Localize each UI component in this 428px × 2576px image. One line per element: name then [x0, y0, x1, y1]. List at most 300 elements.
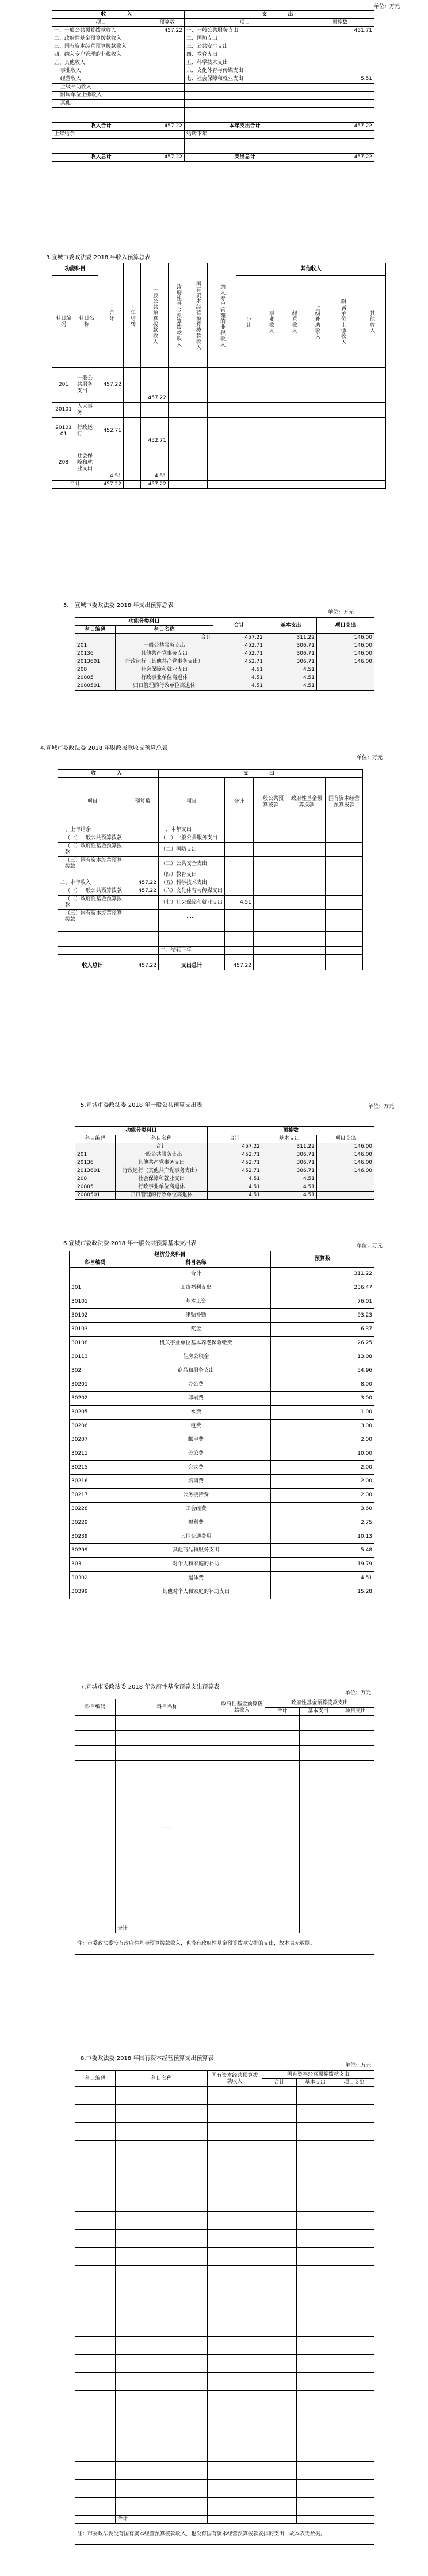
table-cell	[52, 108, 150, 115]
table-cell: 452.71	[208, 1167, 262, 1175]
table-cell: 工会经费	[121, 1503, 271, 1516]
table-cell: 208	[75, 1175, 116, 1183]
table-cell: 合计	[121, 1268, 271, 1281]
table-cell: 201	[52, 368, 75, 403]
col-header: 科目名称	[116, 1135, 208, 1143]
table-cell: 一、一般公共服务支出	[185, 27, 305, 35]
table-cell	[116, 2355, 208, 2373]
table-cell: 2.00	[271, 1433, 375, 1447]
col-header: 一般公共预算拨款收入	[152, 286, 158, 344]
col-header: 政府性基金预算拨款支出	[265, 1699, 375, 1708]
col-header: 纳入专户管理的非税收入	[219, 283, 226, 347]
table-cell	[75, 2426, 116, 2444]
income-total-row	[52, 123, 375, 131]
table-cell	[219, 1880, 265, 1895]
table-cell	[337, 1820, 375, 1835]
table-cell	[159, 932, 225, 939]
table-cell	[58, 955, 127, 962]
table-cell: 4.51	[265, 682, 317, 691]
table-cell	[262, 2462, 297, 2480]
table-row	[75, 1151, 375, 1159]
table-cell: 二、国防支出	[185, 35, 305, 43]
col-header: 科目名称	[116, 1699, 219, 1716]
filler: ……	[116, 1820, 219, 1835]
table-cell	[337, 1835, 375, 1850]
table-cell	[297, 2283, 334, 2301]
table-cell	[265, 1910, 300, 1925]
table-cell: （二）政府性基金预算拨款	[58, 843, 127, 857]
table-cell	[150, 139, 185, 146]
table-cell: 4.51	[98, 445, 124, 481]
table-cell	[334, 2480, 375, 2498]
table-cell	[265, 1880, 300, 1895]
table-cell	[357, 481, 386, 489]
table-cell: 30201	[70, 1378, 121, 1392]
table-cell	[326, 896, 363, 910]
table-cell: 311.22	[265, 634, 317, 642]
table-row	[52, 67, 375, 75]
table-cell	[208, 2158, 262, 2176]
table-cell: 一、一般公共预算拨款收入	[52, 27, 150, 35]
table-row	[70, 1585, 375, 1599]
table-row	[75, 2426, 375, 2444]
table-cell: 六、文化体育与传媒支出	[185, 67, 305, 75]
table-cell: ……	[159, 910, 225, 924]
table-cell: 1.00	[271, 1406, 375, 1420]
table-cell	[219, 1805, 265, 1820]
table-cell	[305, 368, 328, 403]
table-cell	[75, 1895, 116, 1910]
table-row	[70, 1378, 375, 1392]
table-row	[52, 43, 375, 51]
table-cell	[208, 2123, 262, 2141]
table-cell	[75, 1880, 116, 1895]
table-cell: 二、本年收入	[58, 879, 127, 887]
table-cell	[208, 2480, 262, 2498]
table-cell	[297, 2123, 334, 2141]
table-cell: 146.00	[317, 642, 375, 650]
col-header: 功能科目	[52, 263, 98, 276]
table-row	[58, 778, 363, 826]
table-cell	[116, 1731, 219, 1746]
table-cell	[116, 2194, 208, 2212]
table-cell	[116, 1805, 219, 1820]
table-cell: 457.22	[208, 1143, 262, 1151]
table-cell	[334, 2337, 375, 2355]
table-cell	[116, 2444, 208, 2462]
table-cell: （三）公共安全支出	[159, 857, 225, 871]
table-cell: 30228	[70, 1503, 121, 1516]
table-cell	[334, 2194, 375, 2212]
table-row	[58, 879, 363, 887]
table-cell: 归口管理的行政单位离退休	[116, 1192, 208, 1200]
table-cell: 一、本年支出	[159, 826, 225, 834]
table-cell: 四、纳入专户管理的非税收入	[52, 51, 150, 59]
table-cell	[150, 35, 185, 43]
table-cell: 支出总计	[185, 154, 305, 162]
expense-summary-table	[75, 617, 375, 691]
table-cell	[262, 2319, 297, 2337]
table-cell	[334, 2301, 375, 2319]
table-cell: 三、公共安全支出	[185, 43, 305, 51]
table-cell	[150, 75, 185, 84]
table-cell	[127, 932, 159, 939]
table-cell	[282, 403, 305, 418]
table-cell: 451.71	[305, 27, 375, 35]
table-cell: 经营收入	[52, 75, 150, 84]
col-header: 项目支出	[334, 2079, 375, 2087]
table-cell: 13.08	[271, 1350, 375, 1364]
table-cell: 15.28	[271, 1585, 375, 1599]
table-cell	[52, 139, 150, 146]
table-row	[52, 115, 375, 123]
table-cell	[262, 2444, 297, 2462]
table-cell	[337, 1925, 375, 1933]
table-cell	[305, 108, 375, 115]
table-row	[52, 84, 375, 92]
table-cell: 会议费	[121, 1461, 271, 1475]
table-cell: 30101	[70, 1295, 121, 1309]
table-cell	[297, 2301, 334, 2319]
table-cell	[208, 481, 236, 489]
table-row	[75, 1135, 375, 1143]
table-cell	[219, 1716, 265, 1731]
col-header: 项目	[58, 778, 127, 826]
table-cell	[185, 108, 305, 115]
col-header: 功能分类科目	[75, 1127, 208, 1135]
table-row	[75, 1805, 375, 1820]
table-cell	[288, 887, 326, 896]
table-row	[75, 1865, 375, 1880]
table-cell	[219, 1925, 265, 1933]
table-cell	[262, 2230, 297, 2248]
table-cell	[225, 826, 254, 834]
table-cell	[300, 1716, 337, 1731]
table-cell: 306.71	[265, 658, 317, 666]
table-cell	[225, 843, 254, 857]
table-cell	[334, 2373, 375, 2391]
table-cell	[326, 879, 363, 887]
table-cell: 311.22	[271, 1268, 375, 1281]
table-row	[75, 2248, 375, 2266]
table-cell: 452.71	[213, 658, 265, 666]
table-cell: 行政运行（其他共产党事务支出）	[116, 1167, 208, 1175]
table-cell: 26.25	[271, 1337, 375, 1350]
table-cell	[208, 2516, 262, 2524]
table-cell	[219, 1790, 265, 1805]
table-row	[75, 642, 375, 650]
table-cell	[116, 2426, 208, 2444]
table-cell	[116, 2373, 208, 2391]
table-cell	[265, 1835, 300, 1850]
table-cell	[326, 887, 363, 896]
table-cell	[334, 2248, 375, 2266]
table-row	[75, 2355, 375, 2373]
table-cell: 二、结转下年	[159, 947, 225, 955]
table-cell	[282, 481, 305, 489]
table-note: 注：市委政法委没有国有资本经营预算拨款收入，也没有国有资本经营预算拨款安排的支出，故本表无数据。	[75, 2524, 375, 2545]
table-cell	[124, 445, 141, 481]
table-cell: 302	[70, 1364, 121, 1378]
table-cell	[326, 871, 363, 879]
table-cell: 30102	[70, 1309, 121, 1323]
table-cell	[127, 910, 159, 924]
table-cell: 一般公共服务支出	[116, 642, 213, 650]
table-cell: 30207	[70, 1433, 121, 1447]
table-cell: 30215	[70, 1461, 121, 1475]
table-cell	[116, 2248, 208, 2266]
table-cell	[75, 2158, 116, 2176]
table-cell	[262, 2248, 297, 2266]
table-cell: 2013601	[75, 1167, 116, 1175]
col-header: 事业收入	[268, 310, 274, 333]
table-cell	[297, 2141, 334, 2158]
table-cell: 146.00	[317, 1143, 375, 1151]
table-cell: 结转下年	[185, 131, 305, 139]
table-cell	[305, 481, 328, 489]
table-cell	[208, 2105, 262, 2123]
table-cell: 201	[75, 642, 116, 650]
table-cell: 457.22	[305, 154, 375, 162]
table-cell	[52, 115, 150, 123]
table-row	[52, 19, 375, 27]
table-row	[75, 1933, 375, 1955]
table-cell	[254, 843, 288, 857]
table-row	[52, 108, 375, 115]
table-cell: 208	[52, 445, 75, 481]
table-cell: 146.00	[317, 1151, 375, 1159]
table-cell	[259, 368, 282, 403]
table-cell	[225, 834, 254, 843]
table-cell: 20805	[75, 674, 116, 682]
table-row	[58, 857, 363, 871]
table-cell: 452.71	[213, 642, 265, 650]
col-header: 项目	[185, 19, 305, 27]
col-header: 科目编码	[52, 276, 75, 368]
table-cell: 一般公共服务支出	[75, 368, 98, 403]
table-cell	[75, 2087, 116, 2105]
table-cell: 208	[75, 666, 116, 674]
table-cell	[357, 403, 386, 418]
table-cell	[305, 67, 375, 75]
table-cell: 311.22	[262, 1143, 317, 1151]
table-cell: 457.22	[213, 634, 265, 642]
table-cell: 20101	[52, 403, 75, 418]
table-row	[70, 1406, 375, 1420]
col-header: 小计	[245, 316, 251, 328]
table-cell: 457.22	[150, 27, 185, 35]
table-cell: 146.00	[317, 1167, 375, 1175]
table-cell: 452.71	[98, 418, 124, 445]
table-cell	[254, 962, 288, 970]
col-header: 预算数	[305, 19, 375, 27]
table-row	[75, 1167, 375, 1175]
table-row	[75, 2230, 375, 2248]
col-header: 科目名称	[75, 276, 98, 368]
table-cell	[334, 2426, 375, 2444]
table-row	[75, 2524, 375, 2545]
table-cell: 4.51	[225, 896, 254, 910]
table-cell	[208, 2141, 262, 2158]
table-row	[52, 51, 375, 59]
table-cell	[75, 1775, 116, 1790]
table-cell: 合计	[116, 1143, 208, 1151]
table-row	[58, 834, 363, 843]
table-cell: （五）科学技术支出	[159, 879, 225, 887]
table-cell: 培训费	[121, 1475, 271, 1489]
unit-label: 单位：万元	[328, 610, 354, 616]
table-cell: 2.00	[271, 1461, 375, 1475]
table-cell	[116, 2176, 208, 2194]
section-title: 5. 宣城市委政法委 2018 年支出预算总表	[63, 602, 174, 609]
table-cell	[75, 1805, 116, 1820]
table-row	[75, 1175, 375, 1183]
table-row	[75, 1880, 375, 1895]
table-row	[70, 1323, 375, 1337]
table-cell	[208, 403, 236, 418]
table-cell	[116, 2266, 208, 2283]
table-cell: 2.75	[271, 1516, 375, 1530]
table-cell: 3.00	[271, 1392, 375, 1406]
table-cell	[254, 947, 288, 955]
col-header: 其他收入	[236, 263, 386, 276]
col-header: 国有资本经营预算拨款支出	[262, 2071, 375, 2079]
table-cell	[150, 131, 185, 139]
table-cell	[116, 1865, 219, 1880]
table-cell	[208, 368, 236, 403]
table-cell	[70, 1268, 121, 1281]
table-cell	[116, 2408, 208, 2426]
table-row	[75, 2391, 375, 2408]
unit-label: 单位：万元	[368, 1104, 395, 1110]
table-cell: 457.22	[141, 481, 169, 489]
table-cell	[262, 2498, 297, 2516]
table-row	[52, 131, 375, 139]
table-cell: 4.51	[208, 1192, 262, 1200]
table-cell	[236, 418, 259, 445]
table-cell	[337, 1731, 375, 1746]
col-header: 上级补助收入	[314, 304, 320, 339]
table-row	[52, 445, 386, 481]
table-cell	[208, 2301, 262, 2319]
col-header: 政府性基金预算拨款收入	[219, 1699, 265, 1716]
table-cell: 收入总计	[58, 962, 127, 970]
table-cell	[305, 84, 375, 92]
table-cell	[265, 1790, 300, 1805]
table-cell: 452.71	[141, 418, 169, 445]
table-cell	[124, 418, 141, 445]
table-cell	[288, 947, 326, 955]
table-cell: 3.00	[271, 1420, 375, 1433]
table-row	[75, 1835, 375, 1850]
table-cell	[259, 445, 282, 481]
table-row	[75, 2337, 375, 2355]
table-cell	[116, 1790, 219, 1805]
table-cell	[75, 2141, 116, 2158]
table-cell	[265, 1805, 300, 1820]
table-row	[70, 1281, 375, 1295]
table-cell	[300, 1820, 337, 1835]
table-row	[52, 403, 386, 418]
table-row	[75, 2158, 375, 2176]
table-cell	[334, 2391, 375, 2408]
table-row	[58, 871, 363, 879]
table-cell	[75, 1746, 116, 1761]
table-cell	[208, 2391, 262, 2408]
table-cell	[219, 1820, 265, 1835]
table-cell	[116, 2480, 208, 2498]
table-cell	[169, 368, 188, 403]
fund-expense-table	[75, 1699, 375, 1955]
budget-summary-table	[52, 10, 375, 162]
table-cell: 457.22	[98, 481, 124, 489]
table-cell	[262, 2087, 297, 2105]
table-cell	[297, 2194, 334, 2212]
table-row	[75, 1790, 375, 1805]
table-cell	[75, 2444, 116, 2462]
table-cell: 93.23	[271, 1309, 375, 1323]
table-cell	[75, 2176, 116, 2194]
table-cell	[225, 879, 254, 887]
table-cell	[75, 1910, 116, 1925]
table-cell: 4.51	[141, 445, 169, 481]
table-cell	[297, 2158, 334, 2176]
table-cell	[262, 2408, 297, 2426]
table-cell	[265, 1746, 300, 1761]
col-header: 合计	[262, 2079, 297, 2087]
table-cell: 30216	[70, 1475, 121, 1489]
table-cell	[75, 2319, 116, 2337]
table-cell	[116, 2212, 208, 2230]
table-row	[70, 1268, 375, 1281]
table-cell: 4.51	[213, 674, 265, 682]
table-cell	[326, 947, 363, 955]
table-cell	[262, 2337, 297, 2355]
table-cell: 水费	[121, 1406, 271, 1420]
table-cell: 附属单位上缴收入	[52, 92, 150, 100]
table-row	[75, 2444, 375, 2462]
table-cell	[297, 2248, 334, 2266]
table-cell	[300, 1790, 337, 1805]
table-cell	[225, 910, 254, 924]
table-row	[75, 2212, 375, 2230]
table-cell	[208, 2212, 262, 2230]
table-cell: 行政事业单位离退休	[116, 1183, 208, 1192]
table-cell	[58, 924, 127, 932]
table-cell	[300, 1775, 337, 1790]
table-cell	[262, 2373, 297, 2391]
table-cell	[305, 115, 375, 123]
table-cell	[262, 2194, 297, 2212]
income-header: 收 入	[52, 11, 185, 19]
table-cell	[208, 2373, 262, 2391]
table-cell: 4.51	[265, 666, 317, 674]
table-cell: 4.51	[213, 666, 265, 674]
table-cell	[297, 2337, 334, 2355]
table-cell	[75, 2355, 116, 2373]
table-cell: 30302	[70, 1572, 121, 1585]
table-cell	[75, 2230, 116, 2248]
table-row	[75, 650, 375, 658]
table-cell	[288, 962, 326, 970]
col-header: 基本支出	[300, 1708, 337, 1716]
table-row	[75, 2087, 375, 2105]
table-cell: 457.22	[150, 154, 185, 162]
table-cell: 5.51	[305, 75, 375, 84]
table-cell	[288, 871, 326, 879]
table-cell	[337, 1865, 375, 1880]
col-header: 科目编码	[75, 1699, 116, 1716]
